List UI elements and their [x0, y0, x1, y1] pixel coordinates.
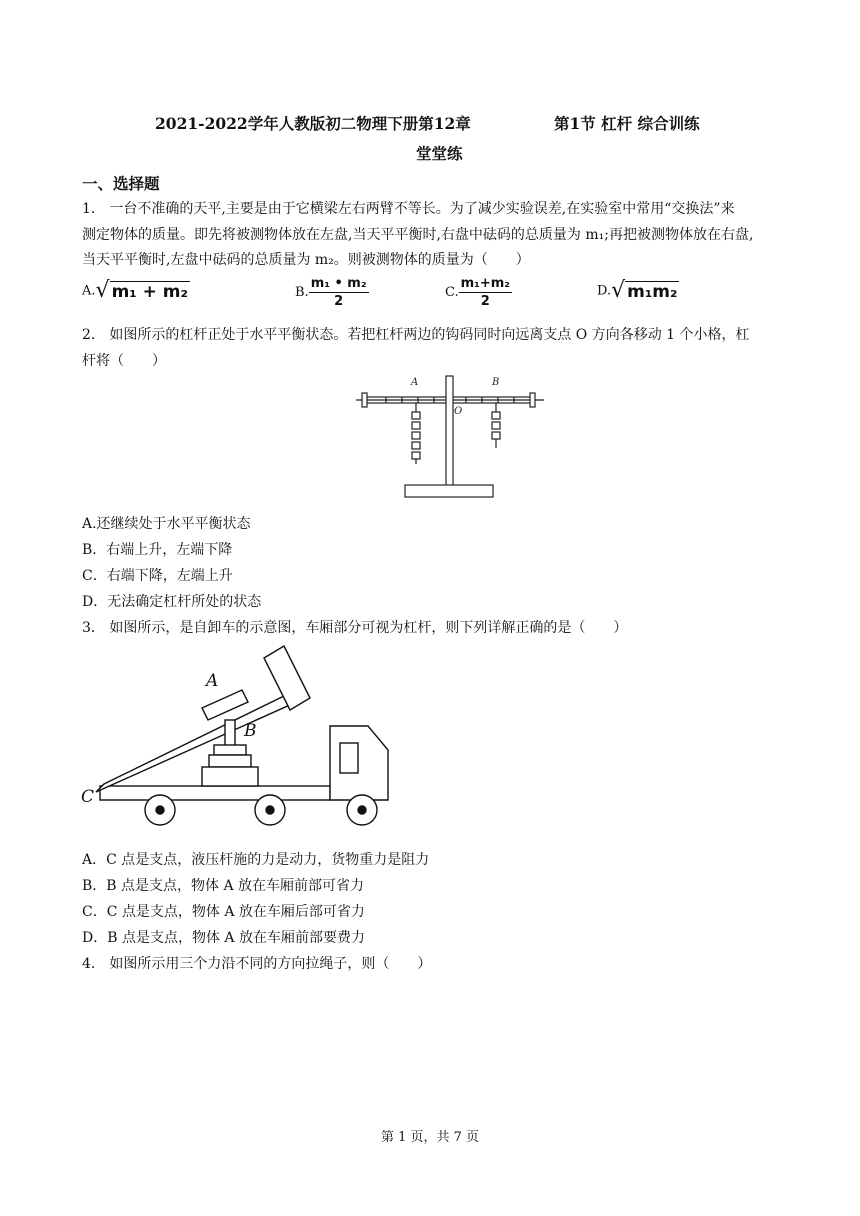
- q1-option-b-numerator: m₁ • m₂: [310, 276, 367, 291]
- lever-label-b: B: [492, 377, 500, 388]
- cab-window: [340, 743, 358, 773]
- title-part1: 2021-2022学年人教版初二物理下册第12章: [155, 114, 471, 133]
- q1-option-c-numerator: m₁+m₂: [460, 276, 510, 291]
- page-number: 第 1 页，共 7 页: [380, 1130, 480, 1145]
- truck-cab: [330, 726, 388, 800]
- title-part2: 第1节 杠杆 综合训练: [554, 114, 700, 133]
- truck-label-b: B: [244, 721, 257, 741]
- q2-line-1: 2． 如图所示的杠杆正处于水平平衡状态。若把杠杆两边的钩码同时向远离支点 O 方向各移动 1 个小格，杠: [82, 327, 750, 343]
- q1-option-b-denominator: 2: [334, 294, 344, 309]
- q1-option-b: B. $\frac{\text{m₁ • m₂}}{2}$: [295, 276, 367, 309]
- stand-base: [405, 485, 493, 497]
- title-line2: 堂堂练: [416, 144, 463, 163]
- q1-line-1: 1． 一台不准确的天平,主要是由于它横梁左右两臂不等长。为了减少实验误差,在实验室中常用“交换法”来: [82, 201, 735, 217]
- q1-option-c: C. $\frac{\text{m₁+m₂}}{2}$: [445, 276, 510, 309]
- right-nut: [530, 393, 535, 407]
- hydraulic-base: [202, 767, 258, 786]
- lever-label-o: O: [454, 406, 463, 417]
- q2-option-c: C．右端下降，左端上升: [82, 568, 233, 584]
- q4-line-1: 4． 如图所示用三个力沿不同的方向拉绳子，则（ ）: [82, 956, 432, 972]
- lever-figure: [350, 370, 550, 502]
- section-heading: 一、选择题: [82, 174, 160, 193]
- cargo-a: [202, 690, 248, 720]
- q3-option-b: B．B 点是支点，物体 A 放在车厢前部可省力: [82, 878, 365, 894]
- q3-option-a: A．C 点是支点，液压杆施的力是动力，货物重力是阻力: [82, 852, 430, 868]
- dump-bed: [96, 696, 292, 792]
- truck-label-a: A: [206, 671, 219, 691]
- bed-tailgate: [264, 646, 310, 710]
- stand-post: [446, 376, 453, 488]
- q1-option-d: D. √ m₁m₂: [597, 278, 678, 303]
- q3-option-d: D．B 点是支点，物体 A 放在车厢前部要费力: [82, 930, 365, 946]
- q3-line-1: 3． 如图所示，是自卸车的示意图，车厢部分可视为杠杆，则下列详解正确的是（ ）: [82, 620, 628, 636]
- lever-label-a: A: [411, 377, 419, 388]
- truck-chassis: [100, 786, 330, 800]
- q1-option-d-math: m₁m₂: [627, 282, 678, 302]
- q2-line-2: 杆将（ ）: [82, 353, 166, 369]
- q2-option-d: D．无法确定杠杆所处的状态: [82, 594, 262, 610]
- dump-truck-figure: [78, 638, 400, 830]
- truck-label-c: C: [81, 787, 95, 807]
- q3-option-c: C．C 点是支点，物体 A 放在车厢后部可省力: [82, 904, 365, 920]
- q1-option-a-math: m₁ + m₂: [111, 282, 188, 302]
- q2-option-b: B．右端上升，左端下降: [82, 542, 233, 558]
- left-nut: [362, 393, 367, 407]
- q1-line-2: 测定物体的质量。即先将被测物体放在左盘,当天平平衡时,右盘中砝码的总质量为 m₁;再把被测物体放在右盘,: [82, 227, 754, 243]
- q2-option-a: A.还继续处于水平平衡状态: [82, 516, 251, 532]
- hydraulic-cap: [214, 745, 246, 755]
- q1-option-c-denominator: 2: [480, 294, 490, 309]
- q1-line-3: 当天平平衡时,左盘中砝码的总质量为 m₂。则被测物体的质量为（ ）: [82, 252, 530, 268]
- q1-option-a: A. √ m₁ + m₂: [82, 278, 188, 303]
